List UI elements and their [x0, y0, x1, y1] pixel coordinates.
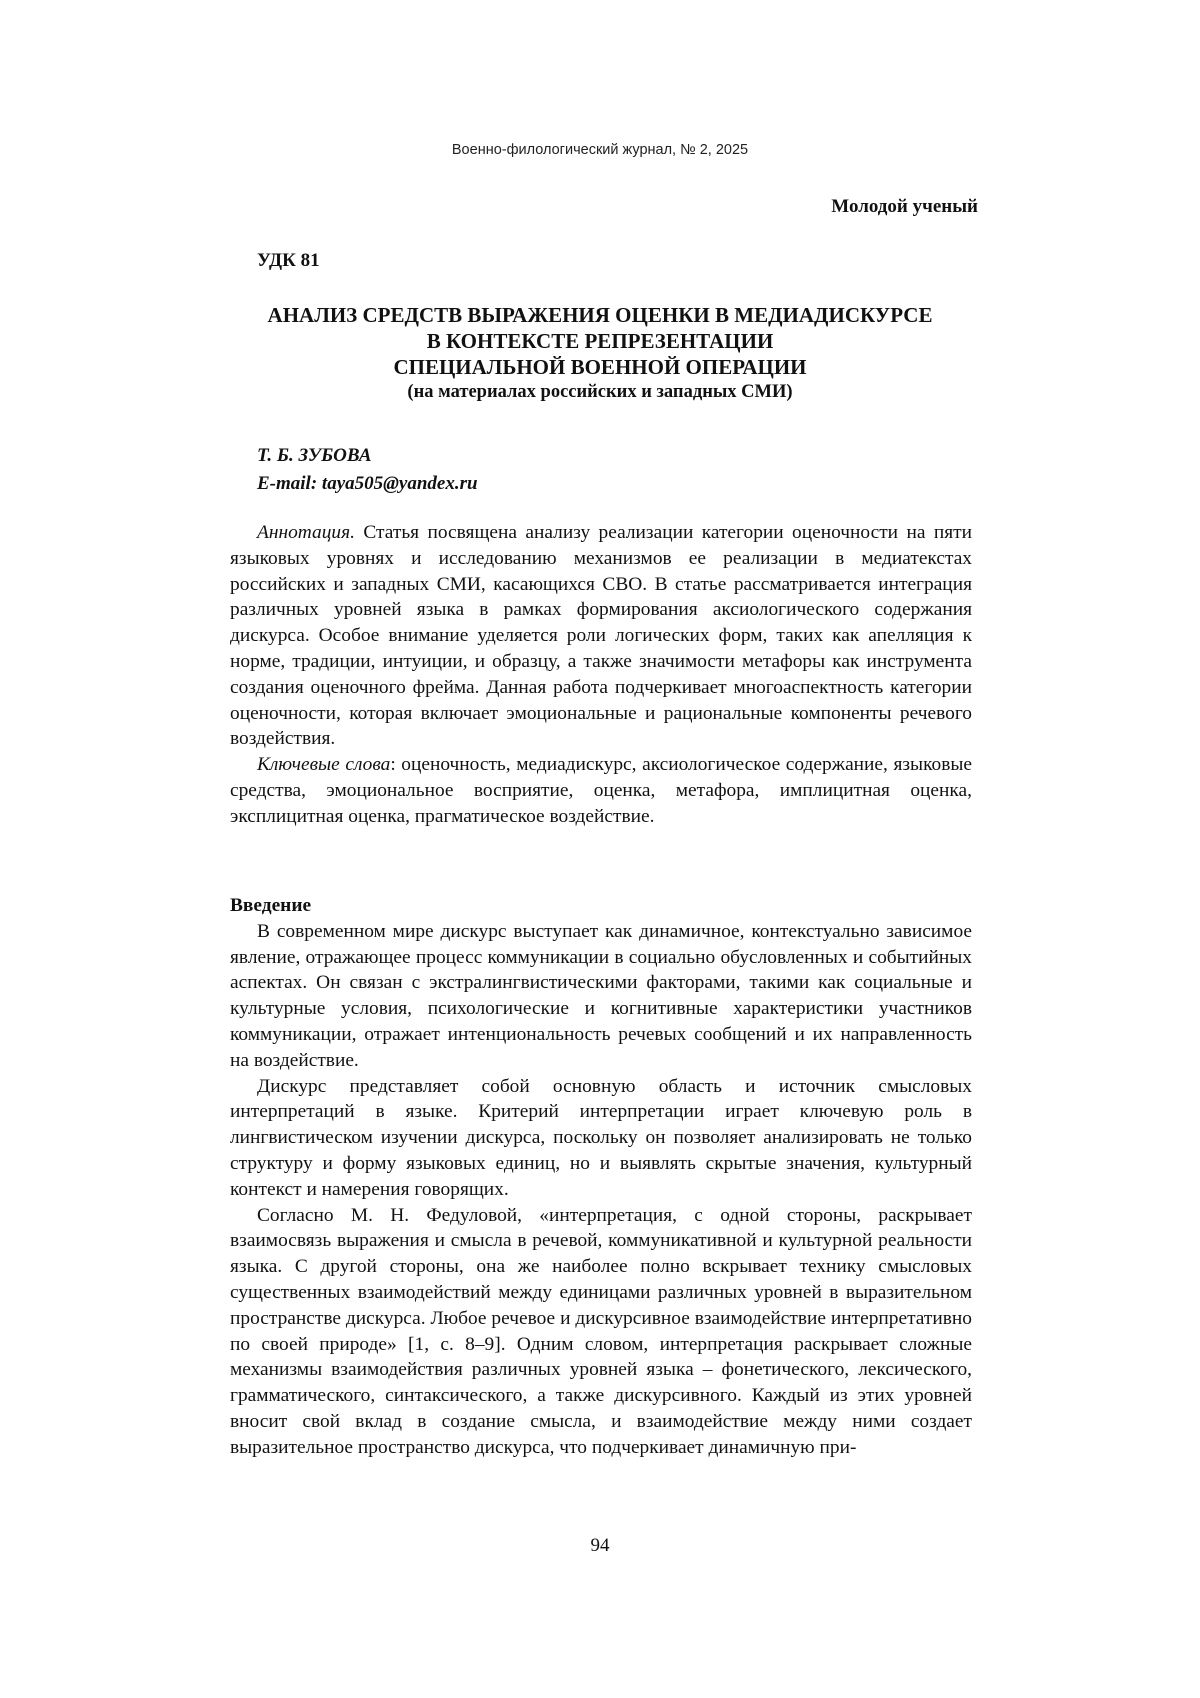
title-line-1: АНАЛИЗ СРЕДСТВ ВЫРАЖЕНИЯ ОЦЕНКИ В МЕДИАДИСКУРСЕ	[267, 303, 933, 327]
author-name: Т. Б. ЗУБОВА	[257, 445, 372, 466]
keywords-text: : оценочность, медиадискурс, аксиологическое содержание, языковые средства, эмоциональное восприятие, оценка, метафора, имплицитная оценка, эксплицитная оценка, прагматическое воздействие.	[230, 754, 972, 827]
abstract-paragraph	[230, 520, 972, 752]
intro-paragraph: В современном мире дискурс выступает как динамичное, контекстуально зависимое явление, отражающее процесс коммуникации в социально обусловленных и событийных аспектах. Он связан с экстралингвистическими факторами, такими как социальные и культурные условия, психологические и когнитивные характеристики участников коммуникации, отражает интенциональность речевых сообщений и их направленность на воздействие.	[230, 920, 972, 1071]
keywords-label: Ключевые слова	[257, 754, 391, 776]
introduction-section	[230, 893, 972, 1461]
author-email: E-mail: taya505@yandex.ru	[257, 473, 478, 494]
author-block	[257, 442, 478, 498]
intro-paragraph: Согласно М. Н. Федуловой, «интерпретация, с одной стороны, раскрывает взаимосвязь выражения и смысла в речевой, коммуникативной и культурной реальности языка. С другой стороны, она же наиболее полно вскрывает технику смысловых существенных взаимодействий между единицами различных уровней в выразительном пространстве дискурса. Любое речевое и дискурсивное взаимодействие интерпретативно по своей природе» [1, с. 8–9]. Одним словом, интерпретация раскрывает сложные механизмы взаимодействия различных уровней языка – фонетического, лексического, грамматического, синтаксического, а также дискурсивного. Каждый из этих уровней вносит свой вклад в создание смысла, и взаимодействие между ними создает выразительное пространство дискурса, что подчеркивает динамичную при-	[230, 1204, 972, 1458]
abstract-label: Аннотация.	[257, 522, 355, 543]
page-number: 94	[590, 1535, 610, 1556]
intro-paragraph: Дискурс представляет собой основную область и источник смысловых интерпретаций в языке. Критерий интерпретации играет ключевую роль в лингвистическом изучении дискурса, поскольку он позволяет анализировать не только структуру и форму языковых единиц, но и выявлять скрытые значения, культурный контекст и намерения говорящих.	[230, 1075, 972, 1200]
udk-code: УДК 81	[257, 250, 320, 271]
title-line-2: В КОНТЕКСТЕ РЕПРЕЗЕНТАЦИИ	[426, 329, 774, 353]
article-title	[180, 302, 1020, 404]
title-subtitle: (на материалах российских и западных СМИ)	[407, 382, 793, 402]
section-label: Молодой ученый	[831, 196, 978, 217]
running-header: Военно-филологический журнал, № 2, 2025	[451, 142, 749, 158]
abstract-section	[230, 520, 972, 830]
abstract-text: Статья посвящена анализу реализации категории оценочности на пяти языковых уровнях и исследованию механизмов ее реализации в медиатекстах российских и западных СМИ, касающихся СВО. В статье рассматривается интеграция различных уровней языка в рамках формирования аксиологического содержания дискурса. Особое внимание уделяется роли логических форм, таких как апелляция к норме, традиции, интуиции, и образцу, а также значимости метафоры как инструмента создания оценочного фрейма. Данная работа подчеркивает многоаспектность категории оценочности, которая включает эмоциональные и рациональные компоненты речевого воздействия.	[230, 522, 972, 750]
keywords-paragraph	[230, 752, 972, 829]
introduction-heading: Введение	[230, 895, 312, 916]
title-line-3: СПЕЦИАЛЬНОЙ ВОЕННОЙ ОПЕРАЦИИ	[393, 355, 807, 379]
